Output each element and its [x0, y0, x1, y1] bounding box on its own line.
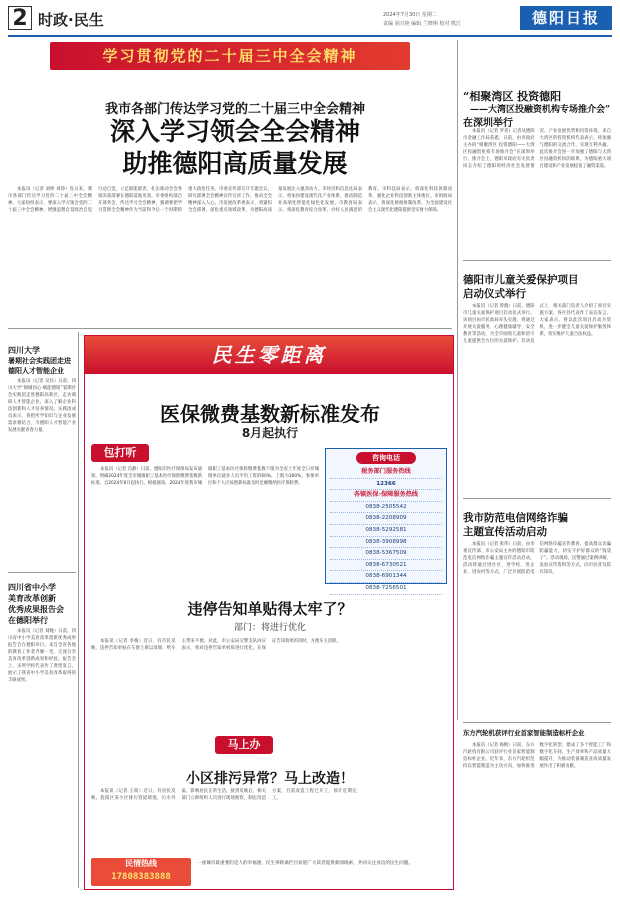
lead-kicker: 我市各部门传达学习党的二十届三中全会精神: [104, 102, 365, 117]
hotline-title: 咨询电话: [356, 452, 416, 464]
right-mid-body: 本报讯（记者 曾晓）日前，德阳市儿童关爱保护项目启动仪式举行。该项目由市民政局牵头实施，将通过开展关爱服务、心理健康辅导、安全教育等活动，为全市困境儿童和留守儿童提供全方位的关爱保护。启动仪式上，相关部门负责人介绍了项目实施方案，各区县代表作了表态发言。大家表示，将以此次项目启动为契机，进一步健全儿童关爱保护服务体系，切实维护儿童合法权益。: [463, 304, 611, 344]
right-top-body: 本报讯（记者 罗喜）记者从德阳市金融工作局获悉，日前，由市政府主办的“相聚湾区 投资德阳——大湾区投融资机构专场推介会”在深圳举行。推介会上，德阳市政府有关负责同志介绍了德阳的经济社会发展情况、产业发展优势和投资环境。来自大湾区的投资机构代表表示，将加强与德阳的交流合作，实现互利共赢。此次推介会进一步加强了德阳与大湾区投融资机构的联系，为德阳重大项目建设和产业发展拓宽了融资渠道。: [463, 129, 611, 169]
hotline-row: 0838-5367509: [330, 548, 442, 560]
badge-mashangban: [215, 736, 273, 754]
theme-banner-text: 学习贯彻党的二十届三中全会精神: [102, 47, 358, 65]
left-a-title3: 德阳人才智能企业: [8, 366, 64, 375]
right-bot-body: 本报讯（记者 张伟）日前，由市委宣传部、市公安局主办的德阳市防范电信网络诈骗主题宣传活动启动。活动将通过进社区、进学校、进企业、进农村等方式，广泛开展防范电信网络诈骗宣传教育，提高群众识骗防骗能力，切实守护好群众的“钱袋子”。活动现场，民警通过案例讲解、发放宣传资料等方式，向市民普及防诈知识。: [463, 542, 611, 575]
left-b-body: 本报讯（记者 刘晚）日前，四川省中小学美育改革创新优秀成果报告会在德阳举行。来自全省各地的教育工作者齐聚一堂，交流分享美育改革创新成果和经验。报告会上，多所学校代表作了典型发言，展示了我省中小学美育改革取得的丰硕成果。: [8, 629, 76, 683]
left-b-title4: 在德阳举行: [8, 615, 48, 625]
minsheng-mid-title: 违停告知单贴得太牢了？: [187, 600, 353, 618]
right-mid-title: 德阳市儿童关爱保护项目: [463, 274, 579, 286]
minsheng-bottom-title: 小区排污异常？马上改造！: [186, 771, 354, 787]
minsheng-body3: 本报讯（记者 王萌）近日，有居民反映，旌阳区某小区排污管道堵塞，污水外溢，影响居民正常生活。接到反映后，相关部门立即组织人员进行现场勘察，制定改造方案，目前改造工程已开工，预计近期完工。: [91, 789, 357, 801]
hotline-phone-label: 民情热线: [125, 859, 157, 868]
lead-body: 本报讯（记者 刘婷 刘铮）连日来，我市各部门传达学习党的二十届三中全会精神。大家纷纷表示，要深入学习领会党的二十届三中全会精神，增强思想自觉政治自觉行动自觉，立足职能职责，扎实推动全会各项决策部署在德阳落地见效。市委组织部召开部务会，传达学习全会精神，强调要把学习贯彻全会精神作为当前和今后一个时期的重大政治任务。市委宣传部召开专题会议，研究部署全会精神宣传宣讲工作，推动全会精神深入人心。市发展改革委表示，将紧扣全会部署，深化重点领域改革，为德阳高质量发展注入强劲动力。市经济和信息化局表示，将加快建设现代化产业体系，推动制造业高端化智能化绿色化发展。市教育局表示，将深化教育综合改革，办好人民满意的教育。市科技局表示，将深化科技体制改革，强化企业科技创新主体地位。市财政局表示，将深化财税体制改革，为全面建设社会主义现代化德阳提供坚实财力保障。: [8, 187, 452, 213]
hotline-phone-block: [91, 858, 191, 886]
section-name: 时政·民生: [38, 11, 104, 29]
right-top-subtitle2: 在深圳举行: [463, 118, 513, 129]
minsheng-body1: 本报讯（记者 肖静）日前，德阳市医疗保障局发布通知，明确2024年度全市城镇职工基本医疗保险缴费基数新标准，自2024年8月起执行。根据通知，2024年度我市城镇职工基本医疗保险缴费基数下限为全省上年度全口径城镇单位就业人员平均工资的60%，上限为300%。参保单位和个人应按照新标准及时足额缴纳医疗保险费。: [91, 467, 319, 486]
hotline-row: 0838-3908998: [330, 537, 442, 549]
editor-credits: 责编 胡兴艳 编辑 兰晓翔 校对 熊江: [383, 21, 461, 27]
page-header: [8, 4, 612, 34]
minsheng-headline: 医保微费基数新标准发布: [160, 402, 380, 426]
left-b-title3: 优秀成果报告会: [8, 604, 64, 614]
lead-bottom-rule: [8, 328, 452, 329]
minsheng-mid-sub: 部门：将进行优化: [233, 623, 306, 633]
hotline-row: 0838-2505542: [330, 502, 442, 514]
minsheng-body2: 本报讯（记者 李梅）近日，有市民反映，违停告知单贴在车窗上难以清除，给车主带来不便。对此，市公安局交警支队回应表示，将对违停告知单材质进行优化，在保证告知效果的同时，方便车主清除。: [91, 639, 341, 651]
hotline-row: 税务部门服务热线: [330, 467, 442, 479]
badge-baodating: [91, 444, 149, 462]
minsheng-brand: 民生零距离: [211, 343, 327, 367]
left-b-title2: 美育改革创新: [8, 593, 56, 603]
issue-date: 2024年7月30日 星期二: [383, 12, 437, 18]
hotline-row: 0838-6901344: [330, 571, 442, 583]
left-b-title: 四川省中小学: [8, 582, 56, 592]
left-a-body: 本报讯（记者 吴钰）日前，四川大学“锦城同心·赋能德阳”暑期社会实践团走进德阳高新区，走访调研人才智能企业，深入了解企业科技创新和人才培养情况。实践团成员表示，将把所学知识与企业发展需求相结合，为德阳人才智能产业发展贡献青春力量。: [8, 379, 76, 433]
hotline-row: 各镇医保·保障服务热线: [330, 490, 442, 502]
minsheng-footer-note: 一座城市最重要的是人的幸福感，民生零距离栏目欢迎广大读者提供新闻线索，共同关注身边的民生问题。: [197, 861, 413, 866]
left-a-title: 四川大学: [8, 345, 40, 355]
hotline-row: 0838-7256501: [330, 583, 442, 595]
right-bot-title2: 主题宣传活动启动: [463, 526, 547, 538]
masthead-logo: 德阳日报: [520, 6, 612, 30]
minsheng-header-band: [85, 336, 453, 374]
hotline-row: 0838-2208909: [330, 513, 442, 525]
hotline-phone-number: 17808383888: [111, 872, 171, 882]
bottom-right-title: 东方汽轮机获评行业首家智能制造标杆企业: [463, 729, 585, 737]
right-top-title: “相聚湾区 投资德阳: [463, 90, 562, 103]
minsheng-subline: 8月起执行: [241, 426, 299, 440]
right-mid-title2: 启动仪式举行: [463, 288, 526, 300]
left-a-rule: [8, 572, 76, 573]
badge-mashangban-text: 马上办: [227, 738, 261, 751]
right-column-divider: [457, 40, 458, 720]
hotline-row: 12366: [330, 479, 442, 491]
lead-title-line2: 助推德阳高质量发展: [122, 149, 348, 178]
hotline-list: [326, 467, 446, 595]
left-a-title2: 暑期社会实践团走进: [8, 356, 71, 365]
minsheng-section: [84, 335, 454, 890]
right-top-rule: [463, 260, 611, 261]
lead-title-line1: 深入学习领会全会精神: [109, 117, 360, 146]
lead-columns: [8, 186, 452, 326]
right-mid-rule: [463, 498, 611, 499]
theme-banner: [50, 42, 410, 70]
hotline-row: 0838-6730521: [330, 560, 442, 572]
right-top-subtitle: ——大湾区投融资机构专场推介会”: [470, 105, 611, 115]
badge-baodating-text: 包打听: [103, 446, 137, 459]
page-number: 2: [8, 6, 32, 30]
hotline-row: 0838-5292581: [330, 525, 442, 537]
right-bot-title: 我市防范电信网络诈骗: [463, 512, 568, 524]
header-rule: [8, 35, 612, 37]
right-bot-rule: [463, 722, 611, 723]
hotline-box: [325, 448, 447, 591]
bottom-right-body: 本报讯（记者 杨帆）日前，东方汽轮机有限公司获评行业首家智能制造标杆企业。近年来，东方汽轮机坚持以智能制造为主攻方向，加快推进数字化转型，建成了多个智能工厂和数字化车间，生产效率和产品质量大幅提升，为推动装备制造业高质量发展作出了积极贡献。: [463, 743, 611, 769]
left-column-divider: [78, 332, 79, 888]
